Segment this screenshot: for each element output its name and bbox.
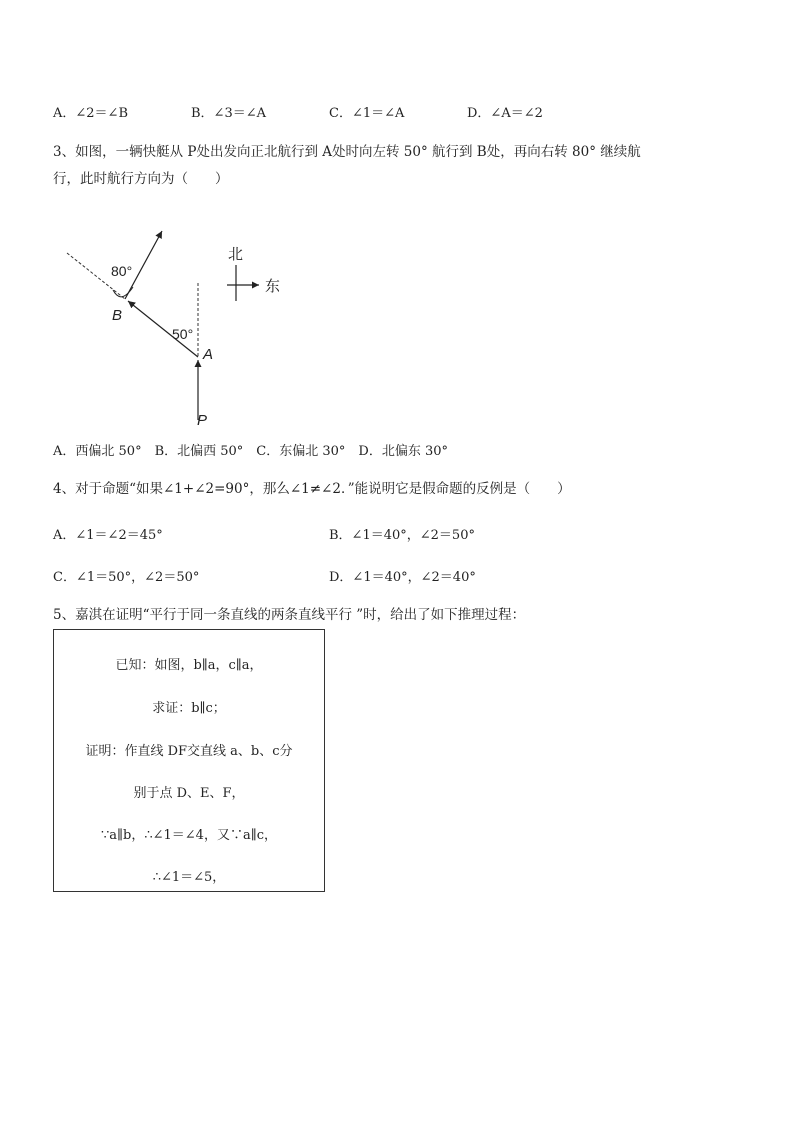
proof-given: 已知：如图，b∥a，c∥a， [115, 658, 263, 673]
q4-option-b: B．∠1＝40°，∠2＝50° [329, 528, 475, 543]
q5-stem: 5、嘉淇在证明“平行于同一条直线的两条直线平行 ”时，给出了如下推理过程： [53, 607, 526, 623]
q2-option-b: B．∠3＝∠A [191, 106, 266, 121]
proof-step-3: ∵a∥b，∴∠1＝∠4，又∵a∥c， [101, 828, 277, 843]
q4-option-d: D．∠1＝40°，∠2＝40° [329, 570, 476, 585]
q2-option-c: C．∠1＝∠A [329, 106, 405, 121]
q2-option-a: A．∠2＝∠B [53, 106, 128, 121]
compass-east-label: 东 [265, 278, 281, 295]
point-label-p: P [197, 412, 208, 429]
q4-option-c: C．∠1＝50°，∠2＝50° [53, 570, 200, 585]
q3-options: A．西偏北 50° B．北偏西 50° C．东偏北 30° D．北偏东 30° [53, 444, 449, 459]
q3-stem-line2: 行，此时航行方向为（ ） [53, 171, 229, 187]
q2-option-d: D．∠A＝∠2 [467, 106, 543, 121]
q3-stem-line1: 3、如图，一辆快艇从 P处出发向正北航行到 A处时向左转 50° 航行到 B处，再向右转 80° 继续航 [53, 144, 641, 160]
proof-step-2: 别于点 D、E、F， [133, 786, 245, 801]
q4-option-a: A．∠1＝∠2＝45° [53, 528, 163, 543]
compass-north-label: 北 [228, 246, 244, 263]
proof-to-prove: 求证：b∥c； [152, 701, 226, 716]
proof-step-4: ∴∠1＝∠5， [152, 870, 226, 885]
angle-label-50: 50° [172, 326, 194, 342]
point-label-a: A [203, 346, 214, 363]
q5-proof-box [53, 629, 325, 892]
angle-label-80: 80° [111, 263, 133, 279]
point-label-b: B [112, 307, 123, 324]
q4-stem: 4、对于命题“如果∠1+∠2=90°，那么∠1≠∠2．”能说明它是假命题的反例是（ ） [53, 481, 571, 497]
q3-figure [55, 215, 295, 430]
proof-step-1: 证明：作直线 DF交直线 a、b、c分 [85, 744, 293, 759]
